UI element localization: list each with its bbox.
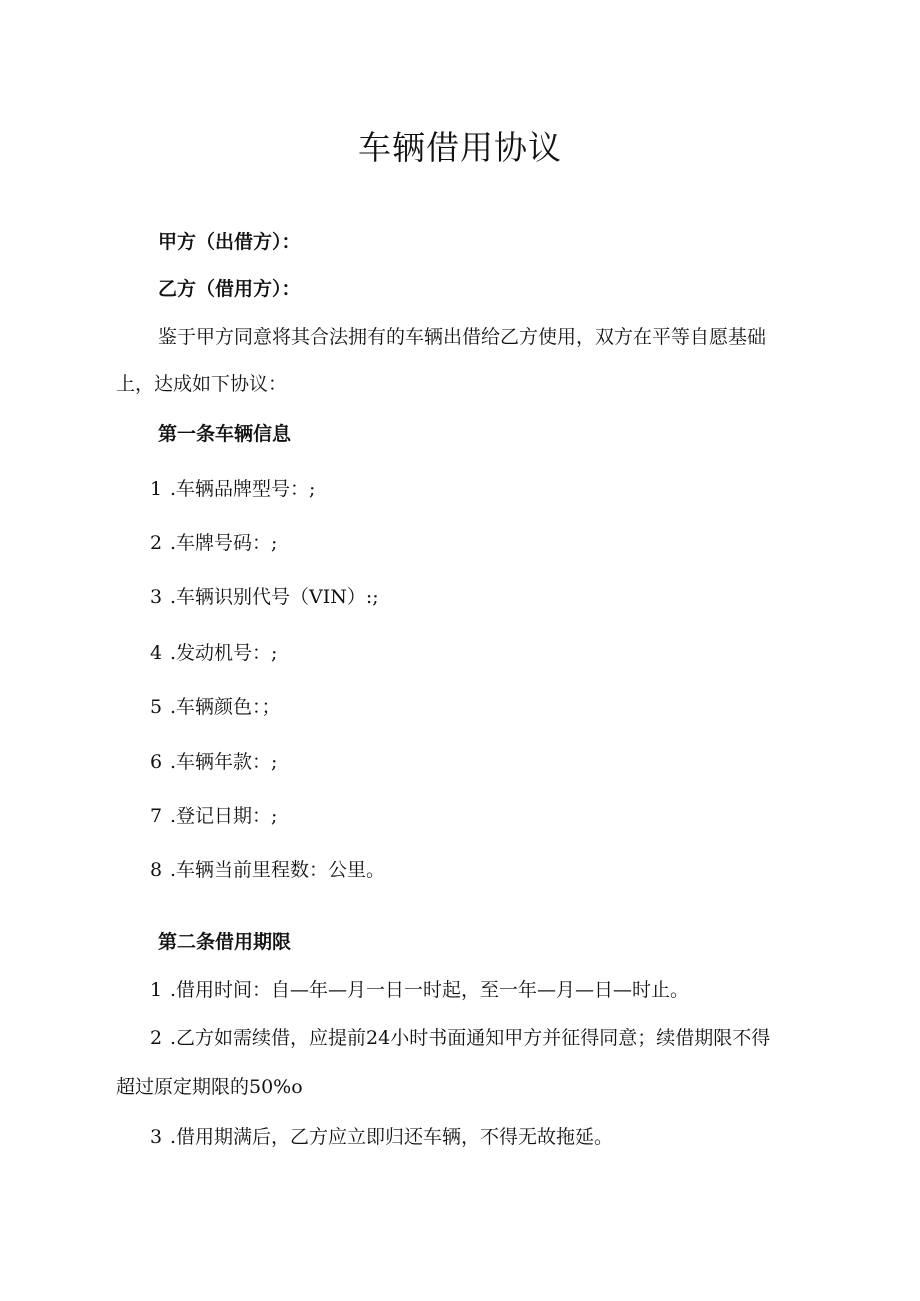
- item-number: 5: [150, 696, 163, 718]
- item-number: 2: [150, 532, 163, 554]
- item-text: .车辆品牌型号：;: [170, 478, 316, 500]
- item-number: 3: [150, 586, 163, 608]
- item-number: 4: [150, 642, 163, 664]
- item-number: 8: [150, 859, 163, 881]
- item-number: 2: [150, 1027, 163, 1049]
- party-b-label: 乙方（借用方）：: [158, 278, 301, 300]
- article-1-item: [150, 530, 277, 556]
- item-text: .借用时间：自—年—月一日一时起，至一年—月—日—时止。: [170, 979, 690, 1001]
- item-text: 超过原定期限的50%o: [116, 1076, 303, 1098]
- item-text: .登记日期：;: [170, 805, 278, 827]
- item-text: .乙方如需续借，应提前24小时书面通知甲方并征得同意；续借期限不得: [170, 1027, 771, 1049]
- article-1-item: [150, 640, 277, 666]
- item-text: .车辆识别代号（VIN）:;: [170, 586, 379, 608]
- item-number: 1: [150, 979, 163, 1001]
- article-2-item-continuation: [116, 1074, 303, 1100]
- item-text: .车辆颜色：；: [170, 696, 281, 718]
- preamble-line-1: 鉴于甲方同意将其合法拥有的车辆出借给乙方使用，双方在平等自愿基础: [158, 326, 767, 348]
- article-2-item: [150, 1124, 613, 1150]
- item-text: .车牌号码：;: [170, 532, 278, 554]
- article-1-heading: 第一条车辆信息: [158, 423, 292, 445]
- article-1-item: [150, 857, 385, 883]
- item-text: .车辆年款：;: [170, 751, 278, 773]
- item-number: 7: [150, 805, 163, 827]
- party-a-label: 甲方（出借方）：: [158, 231, 301, 253]
- article-2-heading: 第二条借用期限: [158, 931, 292, 953]
- article-1-item: [150, 694, 281, 720]
- article-1-item: [150, 584, 379, 610]
- preamble-line-2: 上，达成如下协议：: [116, 373, 288, 395]
- item-number: 1: [150, 478, 163, 500]
- article-1-item: [150, 476, 315, 502]
- item-text: .发动机号：;: [170, 642, 278, 664]
- document-title: 车辆借用协议: [358, 128, 562, 167]
- item-text: .借用期满后，乙方应立即归还车辆，不得无故拖延。: [170, 1126, 614, 1148]
- article-1-item: [150, 803, 277, 829]
- item-text: .车辆当前里程数：公里。: [170, 859, 386, 881]
- article-2-item: [150, 1025, 770, 1051]
- article-1-item: [150, 749, 277, 775]
- item-number: 3: [150, 1126, 163, 1148]
- article-2-item: [150, 977, 689, 1003]
- item-number: 6: [150, 751, 163, 773]
